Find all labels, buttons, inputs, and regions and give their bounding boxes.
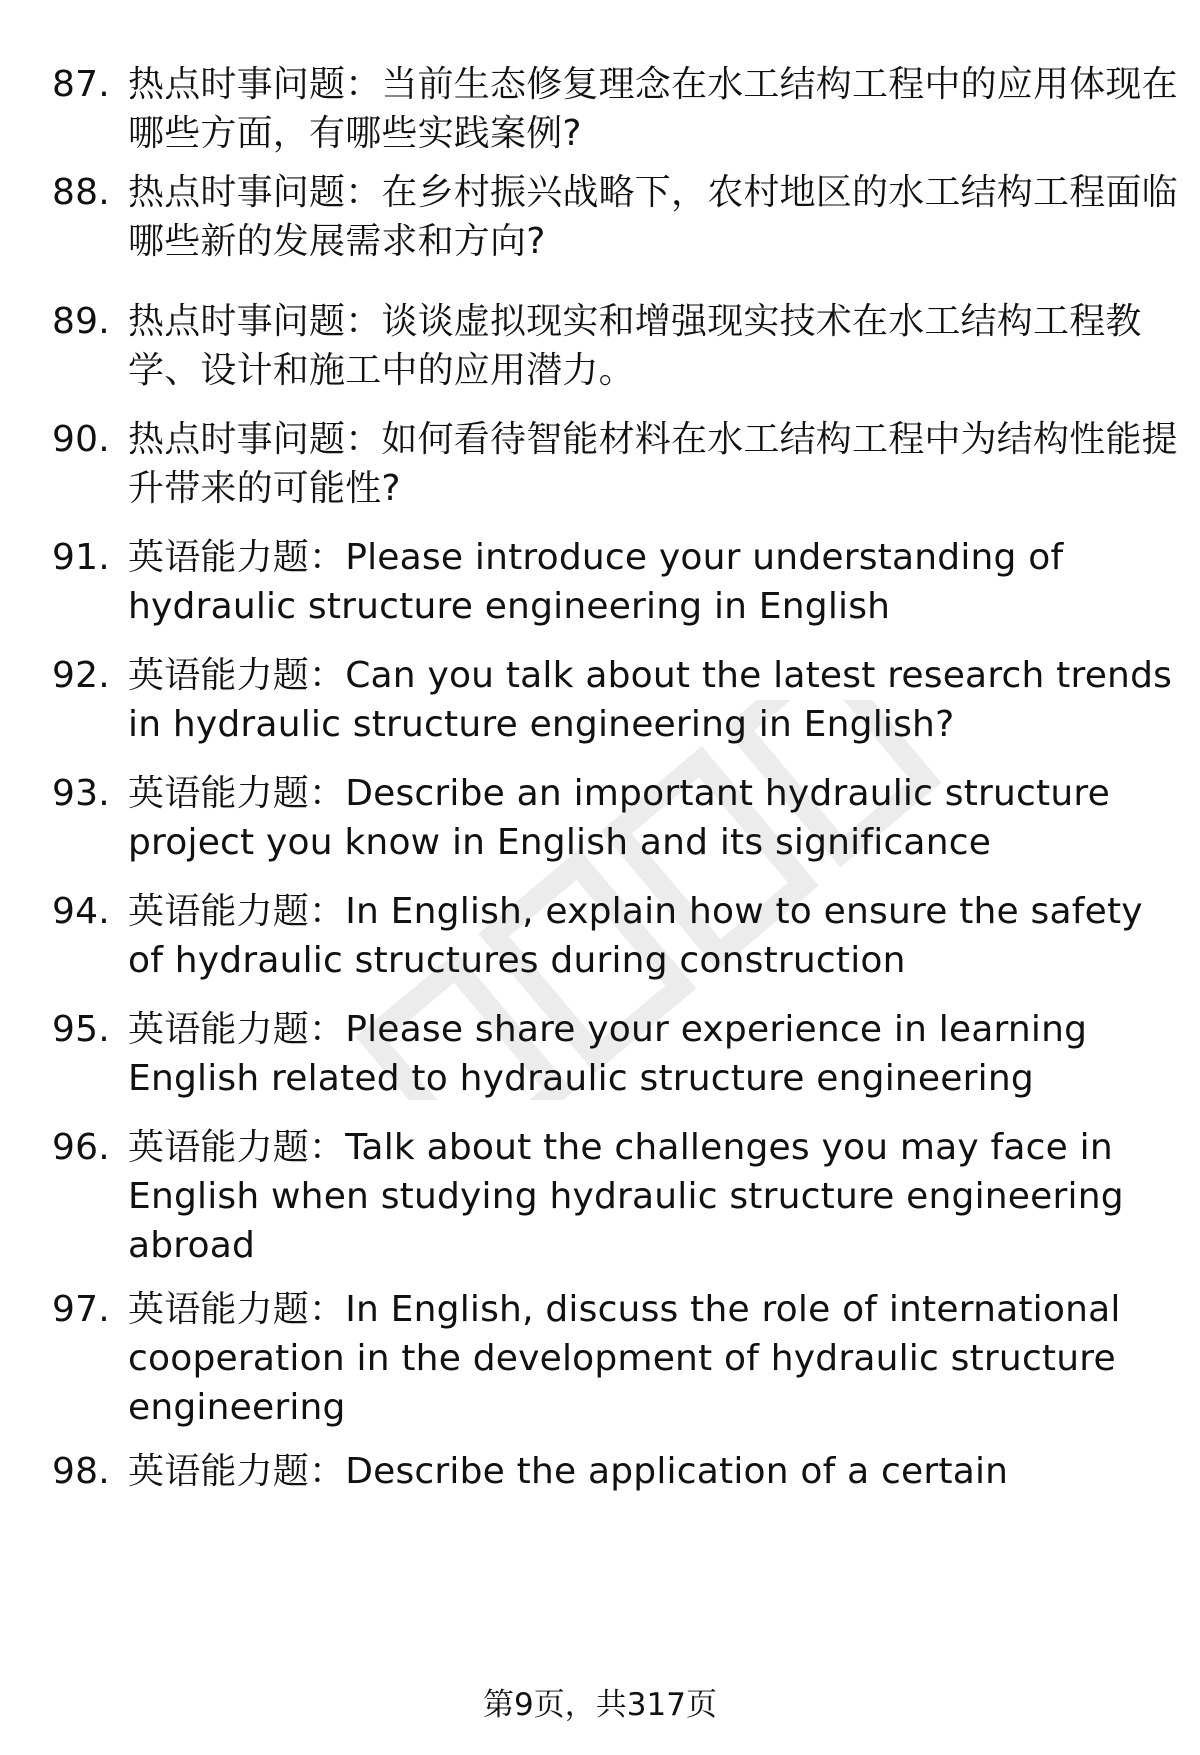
question-number: 90. — [52, 419, 110, 460]
question-number: 89. — [52, 301, 110, 342]
question-number: 92. — [52, 655, 110, 696]
question-text: 热点时事问题：谈谈虚拟现实和增强现实技术在水工结构工程教学、设计和施工中的应用潜力。 — [128, 301, 1142, 391]
question-text: 英语能力题：In English, discuss the role of international cooperation in the development of hydraulic structure engineering — [128, 1289, 1121, 1428]
question-number: 97. — [52, 1289, 110, 1330]
question-text: 英语能力题：Describe an important hydraulic structure project you know in English and its significance — [128, 773, 1110, 863]
question-text: 英语能力题：Can you talk about the latest research trends in hydraulic structure engineering in English? — [128, 655, 1173, 745]
question-number: 91. — [52, 537, 110, 578]
question-text: 英语能力题：Describe the application of a certain — [128, 1451, 1009, 1492]
question-text: 英语能力题：Talk about the challenges you may face in English when studying hydraulic structure engineering abroad — [128, 1127, 1124, 1266]
question-text: 英语能力题：In English, explain how to ensure the safety of hydraulic structures during construction — [128, 891, 1143, 981]
question-text: 热点时事问题：如何看待智能材料在水工结构工程中为结构性能提升带来的可能性? — [128, 419, 1178, 509]
question-number: 94. — [52, 891, 110, 932]
question-number: 98. — [52, 1451, 110, 1492]
question-text: 英语能力题：Please introduce your understanding of hydraulic structure engineering in English — [128, 537, 1064, 627]
question-number: 87. — [52, 64, 110, 105]
question-text: 热点时事问题：当前生态修复理念在水工结构工程中的应用体现在哪些方面，有哪些实践案例? — [128, 64, 1178, 154]
question-number: 88. — [52, 172, 110, 213]
page-footer: 第9页，共317页 — [483, 1687, 717, 1723]
question-number: 96. — [52, 1127, 110, 1168]
question-text: 热点时事问题：在乡村振兴战略下，农村地区的水工结构工程面临哪些新的发展需求和方向? — [128, 172, 1178, 262]
question-number: 95. — [52, 1009, 110, 1050]
question-number: 93. — [52, 773, 110, 814]
question-text: 英语能力题：Please share your experience in learning English related to hydraulic structure engineering — [128, 1009, 1088, 1099]
